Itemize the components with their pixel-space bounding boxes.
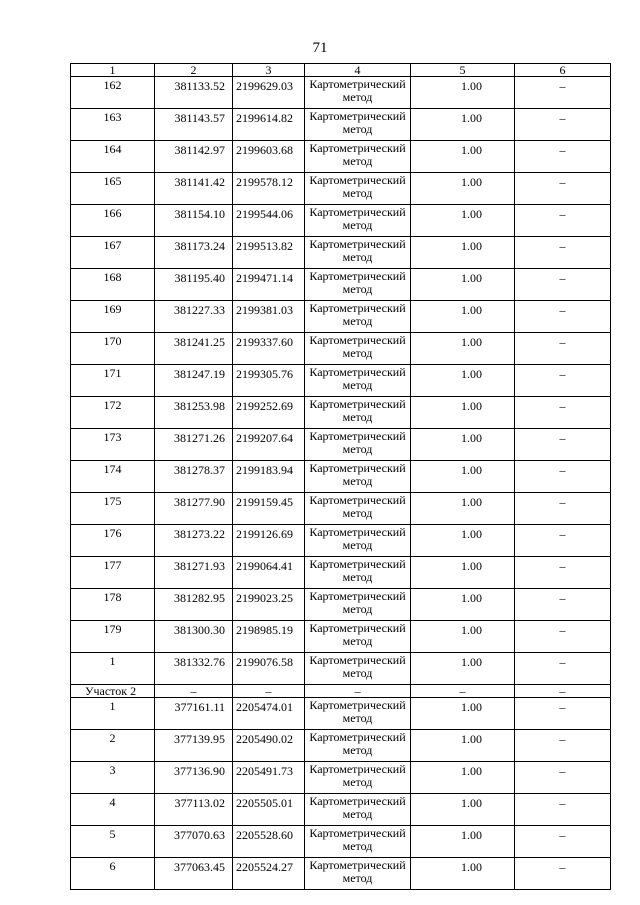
section-y: – <box>233 685 305 698</box>
x-coordinate: 377070.63 <box>155 826 233 858</box>
method: Картометрический метод <box>305 826 411 858</box>
y-coordinate: 2199207.64 <box>233 429 305 461</box>
table-row <box>71 493 611 525</box>
x-coordinate: 381133.52 <box>155 77 233 109</box>
description: – <box>515 589 611 621</box>
method: Картометрический метод <box>305 429 411 461</box>
description: – <box>515 698 611 730</box>
point-number: 168 <box>71 269 155 301</box>
method: Картометрический метод <box>305 698 411 730</box>
point-number: 172 <box>71 397 155 429</box>
y-coordinate: 2199252.69 <box>233 397 305 429</box>
x-coordinate: 381253.98 <box>155 397 233 429</box>
x-coordinate: 381273.22 <box>155 525 233 557</box>
section-row <box>71 685 611 698</box>
point-number: 4 <box>71 794 155 826</box>
table-row <box>71 461 611 493</box>
point-number: 173 <box>71 429 155 461</box>
section-accuracy: – <box>411 685 515 698</box>
accuracy: 1.00 <box>411 429 515 461</box>
point-number: 178 <box>71 589 155 621</box>
accuracy: 1.00 <box>411 653 515 685</box>
accuracy: 1.00 <box>411 826 515 858</box>
x-coordinate: 377139.95 <box>155 730 233 762</box>
point-number: 162 <box>71 77 155 109</box>
y-coordinate: 2199603.68 <box>233 141 305 173</box>
y-coordinate: 2199183.94 <box>233 461 305 493</box>
point-number: 174 <box>71 461 155 493</box>
method: Картометрический метод <box>305 109 411 141</box>
accuracy: 1.00 <box>411 397 515 429</box>
description: – <box>515 557 611 589</box>
description: – <box>515 730 611 762</box>
point-number: 2 <box>71 730 155 762</box>
description: – <box>515 397 611 429</box>
table-row <box>71 301 611 333</box>
point-number: 1 <box>71 698 155 730</box>
x-coordinate: 381282.95 <box>155 589 233 621</box>
description: – <box>515 493 611 525</box>
method: Картометрический метод <box>305 301 411 333</box>
accuracy: 1.00 <box>411 730 515 762</box>
y-coordinate: 2205474.01 <box>233 698 305 730</box>
table-row <box>71 205 611 237</box>
y-coordinate: 2205491.73 <box>233 762 305 794</box>
y-coordinate: 2199337.60 <box>233 333 305 365</box>
method: Картометрический метод <box>305 77 411 109</box>
y-coordinate: 2199064.41 <box>233 557 305 589</box>
x-coordinate: 381141.42 <box>155 173 233 205</box>
x-coordinate: 381271.93 <box>155 557 233 589</box>
point-number: 177 <box>71 557 155 589</box>
accuracy: 1.00 <box>411 858 515 890</box>
point-number: 171 <box>71 365 155 397</box>
x-coordinate: 377063.45 <box>155 858 233 890</box>
method: Картометрический метод <box>305 205 411 237</box>
description: – <box>515 301 611 333</box>
description: – <box>515 237 611 269</box>
point-number: 175 <box>71 493 155 525</box>
accuracy: 1.00 <box>411 589 515 621</box>
accuracy: 1.00 <box>411 698 515 730</box>
y-coordinate: 2199305.76 <box>233 365 305 397</box>
point-number: 165 <box>71 173 155 205</box>
table-row <box>71 858 611 890</box>
description: – <box>515 77 611 109</box>
accuracy: 1.00 <box>411 141 515 173</box>
point-number: 166 <box>71 205 155 237</box>
table-row <box>71 525 611 557</box>
section-label: Участок 2 <box>71 685 155 698</box>
column-header: 3 <box>233 64 305 77</box>
table-row <box>71 269 611 301</box>
description: – <box>515 653 611 685</box>
table-row <box>71 141 611 173</box>
x-coordinate: 381241.25 <box>155 333 233 365</box>
accuracy: 1.00 <box>411 461 515 493</box>
accuracy: 1.00 <box>411 365 515 397</box>
table-row <box>71 621 611 653</box>
method: Картометрический метод <box>305 397 411 429</box>
accuracy: 1.00 <box>411 525 515 557</box>
method: Картометрический метод <box>305 557 411 589</box>
table-row <box>71 730 611 762</box>
y-coordinate: 2199023.25 <box>233 589 305 621</box>
description: – <box>515 794 611 826</box>
x-coordinate: 377161.11 <box>155 698 233 730</box>
page-number: 71 <box>312 40 328 56</box>
column-header: 4 <box>305 64 411 77</box>
accuracy: 1.00 <box>411 493 515 525</box>
method: Картометрический метод <box>305 493 411 525</box>
section-description: – <box>515 685 611 698</box>
x-coordinate: 381173.24 <box>155 237 233 269</box>
accuracy: 1.00 <box>411 794 515 826</box>
description: – <box>515 762 611 794</box>
y-coordinate: 2205490.02 <box>233 730 305 762</box>
accuracy: 1.00 <box>411 237 515 269</box>
x-coordinate: 381300.30 <box>155 621 233 653</box>
x-coordinate: 381271.26 <box>155 429 233 461</box>
method: Картометрический метод <box>305 141 411 173</box>
description: – <box>515 141 611 173</box>
table-row <box>71 762 611 794</box>
x-coordinate: 381195.40 <box>155 269 233 301</box>
y-coordinate: 2199578.12 <box>233 173 305 205</box>
method: Картометрический метод <box>305 333 411 365</box>
description: – <box>515 826 611 858</box>
y-coordinate: 2199159.45 <box>233 493 305 525</box>
accuracy: 1.00 <box>411 301 515 333</box>
method: Картометрический метод <box>305 365 411 397</box>
y-coordinate: 2199513.82 <box>233 237 305 269</box>
table-row <box>71 429 611 461</box>
coordinates-table <box>70 63 611 890</box>
description: – <box>515 365 611 397</box>
y-coordinate: 2198985.19 <box>233 621 305 653</box>
method: Картометрический метод <box>305 653 411 685</box>
point-number: 179 <box>71 621 155 653</box>
description: – <box>515 109 611 141</box>
method: Картометрический метод <box>305 794 411 826</box>
table-row <box>71 109 611 141</box>
accuracy: 1.00 <box>411 109 515 141</box>
column-header: 5 <box>411 64 515 77</box>
y-coordinate: 2199614.82 <box>233 109 305 141</box>
x-coordinate: 381154.10 <box>155 205 233 237</box>
section-x: – <box>155 685 233 698</box>
table-row <box>71 77 611 109</box>
method: Картометрический метод <box>305 858 411 890</box>
point-number: 164 <box>71 141 155 173</box>
y-coordinate: 2205505.01 <box>233 794 305 826</box>
method: Картометрический метод <box>305 237 411 269</box>
method: Картометрический метод <box>305 269 411 301</box>
method: Картометрический метод <box>305 762 411 794</box>
table-row <box>71 237 611 269</box>
accuracy: 1.00 <box>411 269 515 301</box>
x-coordinate: 381277.90 <box>155 493 233 525</box>
y-coordinate: 2199076.58 <box>233 653 305 685</box>
point-number: 176 <box>71 525 155 557</box>
x-coordinate: 381247.19 <box>155 365 233 397</box>
y-coordinate: 2205528.60 <box>233 826 305 858</box>
x-coordinate: 381278.37 <box>155 461 233 493</box>
table-row <box>71 826 611 858</box>
point-number: 6 <box>71 858 155 890</box>
description: – <box>515 333 611 365</box>
y-coordinate: 2205524.27 <box>233 858 305 890</box>
point-number: 163 <box>71 109 155 141</box>
x-coordinate: 381332.76 <box>155 653 233 685</box>
description: – <box>515 429 611 461</box>
x-coordinate: 381142.97 <box>155 141 233 173</box>
point-number: 169 <box>71 301 155 333</box>
point-number: 3 <box>71 762 155 794</box>
y-coordinate: 2199126.69 <box>233 525 305 557</box>
method: Картометрический метод <box>305 173 411 205</box>
accuracy: 1.00 <box>411 205 515 237</box>
y-coordinate: 2199629.03 <box>233 77 305 109</box>
accuracy: 1.00 <box>411 77 515 109</box>
column-header: 6 <box>515 64 611 77</box>
description: – <box>515 269 611 301</box>
table-row <box>71 589 611 621</box>
description: – <box>515 621 611 653</box>
point-number: 1 <box>71 653 155 685</box>
description: – <box>515 205 611 237</box>
description: – <box>515 858 611 890</box>
accuracy: 1.00 <box>411 173 515 205</box>
column-header: 1 <box>71 64 155 77</box>
description: – <box>515 461 611 493</box>
table-row <box>71 397 611 429</box>
y-coordinate: 2199544.06 <box>233 205 305 237</box>
header-row <box>71 64 611 77</box>
point-number: 167 <box>71 237 155 269</box>
method: Картометрический метод <box>305 621 411 653</box>
table-row <box>71 333 611 365</box>
method: Картометрический метод <box>305 730 411 762</box>
x-coordinate: 381143.57 <box>155 109 233 141</box>
x-coordinate: 377136.90 <box>155 762 233 794</box>
table-row <box>71 653 611 685</box>
table-row <box>71 794 611 826</box>
table-row <box>71 698 611 730</box>
table-row <box>71 557 611 589</box>
table-row <box>71 173 611 205</box>
description: – <box>515 525 611 557</box>
accuracy: 1.00 <box>411 557 515 589</box>
y-coordinate: 2199471.14 <box>233 269 305 301</box>
table-row <box>71 365 611 397</box>
method: Картометрический метод <box>305 461 411 493</box>
point-number: 5 <box>71 826 155 858</box>
description: – <box>515 173 611 205</box>
accuracy: 1.00 <box>411 762 515 794</box>
section-method: – <box>305 685 411 698</box>
x-coordinate: 377113.02 <box>155 794 233 826</box>
accuracy: 1.00 <box>411 621 515 653</box>
x-coordinate: 381227.33 <box>155 301 233 333</box>
method: Картометрический метод <box>305 589 411 621</box>
point-number: 170 <box>71 333 155 365</box>
table-body <box>71 77 611 890</box>
y-coordinate: 2199381.03 <box>233 301 305 333</box>
column-header: 2 <box>155 64 233 77</box>
accuracy: 1.00 <box>411 333 515 365</box>
method: Картометрический метод <box>305 525 411 557</box>
